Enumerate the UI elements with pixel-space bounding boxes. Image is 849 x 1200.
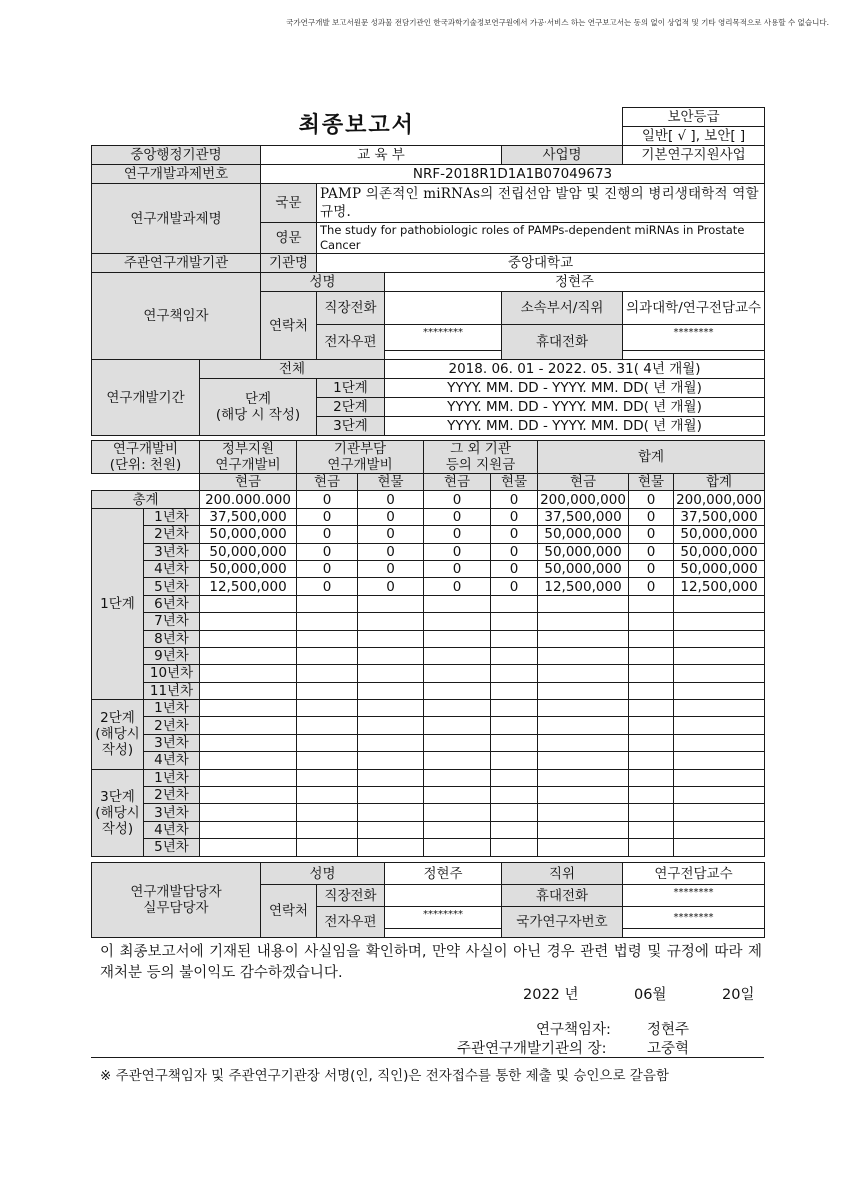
institution-label: 주관연구개발기관 — [92, 254, 261, 273]
budget-cell: 50,000,000 — [674, 560, 765, 577]
stage1-year10-row — [92, 665, 765, 682]
pi-signature-name: 정현주 — [647, 1022, 690, 1038]
staff-position-label: 직위 — [502, 863, 623, 885]
staff-table — [91, 862, 765, 938]
stage2-note: (해당시 — [95, 726, 140, 743]
budget-cell: 50,000,000 — [538, 560, 629, 577]
task-number-value: NRF-2018R1D1A1B07049673 — [261, 165, 765, 184]
staff-email-spacer — [385, 929, 502, 938]
budget-cell: 0 — [297, 508, 358, 525]
stage3-title: 3단계 — [100, 788, 135, 805]
year-label: 7년차 — [144, 613, 200, 630]
ministry-label: 중앙행정기관명 — [92, 146, 261, 165]
budget-total-row — [92, 491, 765, 508]
confirmation-statement: 이 최종보고서에 기재된 내용이 사실임을 확인하며, 만약 사실이 아닌 경우 관련 법령 및 규정에 따라 제재처분 등의 불이익도 감수하겠습니다. — [100, 944, 762, 981]
budget-cell: 50,000,000 — [200, 543, 297, 560]
period-stage1-label: 1단계 — [317, 379, 385, 398]
footnote-divider — [91, 1057, 764, 1058]
year-label: 10년차 — [144, 665, 200, 682]
footnote: ※ 주관연구책임자 및 주관연구기관장 서명(인, 직인)은 전자접수를 통한 제출 및 승인으로 갈음함 — [100, 1068, 669, 1084]
period-stage1-value: YYYY. MM. DD - YYYY. MM. DD( 년 개월) — [385, 379, 765, 398]
task-title-label: 연구개발과제명 — [92, 184, 261, 254]
staff-office-phone-label: 직장전화 — [317, 885, 385, 907]
period-total-label: 전체 — [200, 360, 385, 379]
stage3-year3-row — [92, 804, 765, 821]
budget-cell: 50,000,000 — [200, 560, 297, 577]
staff-title: 연구개발담당자 — [130, 884, 222, 900]
budget-cell: 0 — [297, 578, 358, 595]
period-total-value: 2018. 06. 01 - 2022. 05. 31( 4년 개월) — [385, 360, 765, 379]
total-row-label: 총계 — [92, 491, 200, 508]
staff-mobile-label: 휴대전화 — [502, 885, 623, 907]
budget-cell: 0 — [297, 526, 358, 543]
program-label: 사업명 — [502, 146, 623, 165]
period-stage3-label: 3단계 — [317, 417, 385, 436]
period-stage2-value: YYYY. MM. DD - YYYY. MM. DD( 년 개월) — [385, 398, 765, 417]
pi-section-label: 연구책임자 — [92, 273, 261, 360]
staff-office-phone-value — [385, 885, 502, 907]
stage2-note2: 작성) — [101, 742, 134, 759]
period-stage3-value: YYYY. MM. DD - YYYY. MM. DD( 년 개월) — [385, 417, 765, 436]
sum-inkind-header: 현물 — [629, 474, 674, 491]
total-cell: 0 — [358, 491, 424, 508]
stage3-note: (해당시 — [95, 804, 140, 821]
year-label: 2년차 — [144, 526, 200, 543]
year-label: 4년차 — [144, 560, 200, 577]
budget-cell: 12,500,000 — [200, 578, 297, 595]
budget-cell: 0 — [424, 526, 491, 543]
budget-cell: 37,500,000 — [674, 508, 765, 525]
stage3-label — [92, 769, 144, 856]
pi-email-value: ******** — [385, 325, 502, 351]
total-cell: 0 — [297, 491, 358, 508]
budget-cell: 12,500,000 — [538, 578, 629, 595]
period-stage-note: (해당 시 작성) — [215, 407, 301, 423]
budget-cell: 0 — [491, 508, 538, 525]
english-title-label: 영문 — [261, 223, 317, 254]
pi-office-phone-label: 직장전화 — [317, 292, 385, 325]
period-stage2-label: 2단계 — [317, 398, 385, 417]
total-cell: 0 — [424, 491, 491, 508]
inst-inkind-header: 현물 — [358, 474, 424, 491]
budget-cell: 0 — [629, 543, 674, 560]
year-label: 4년차 — [144, 752, 200, 769]
other-inkind-header: 현물 — [491, 474, 538, 491]
year-label: 3년차 — [144, 734, 200, 751]
other-support-title: 그 외 기관 — [450, 441, 511, 457]
pi-office-phone-value — [385, 292, 502, 325]
stage1-year3-row — [92, 543, 765, 560]
other-cash-header: 현금 — [424, 474, 491, 491]
gov-support-subtitle: 연구개발비 — [215, 457, 281, 473]
report-info-table — [91, 107, 765, 436]
budget-cell: 0 — [491, 543, 538, 560]
stage3-year1-row — [92, 769, 765, 786]
korean-title-label: 국문 — [261, 184, 317, 223]
budget-unit: (단위: 천원) — [109, 457, 182, 473]
korean-title-value: PAMP 의존적인 miRNAs의 전립선암 발암 및 진행의 병리생태학적 역할 규명. — [317, 184, 765, 223]
head-signature-label: 주관연구개발기관의 장: — [457, 1041, 607, 1057]
head-signature-name: 고중혁 — [647, 1041, 690, 1057]
report-title: 최종보고서 — [92, 108, 623, 146]
staff-email-value: ******** — [385, 907, 502, 929]
staff-position-value: 연구전담교수 — [623, 863, 765, 885]
budget-label — [92, 441, 200, 474]
staff-subtitle: 실무담당자 — [143, 900, 209, 916]
security-level-label: 보안등급 — [623, 108, 765, 127]
year-label: 6년차 — [144, 595, 200, 612]
inst-burden-header — [297, 441, 424, 474]
stage2-year4-row — [92, 752, 765, 769]
stage1-year2-row — [92, 526, 765, 543]
date-day: 20일 — [722, 987, 755, 1003]
stage2-year3-row — [92, 734, 765, 751]
pi-name-label: 성명 — [261, 273, 385, 292]
budget-cell: 0 — [491, 526, 538, 543]
period-label: 연구개발기간 — [92, 360, 200, 436]
budget-cell: 50,000,000 — [674, 543, 765, 560]
sum-total-header: 합계 — [674, 474, 765, 491]
year-label: 3년차 — [144, 543, 200, 560]
budget-cell: 0 — [358, 526, 424, 543]
budget-cell: 0 — [491, 560, 538, 577]
budget-cell: 0 — [424, 543, 491, 560]
budget-title: 연구개발비 — [112, 441, 179, 457]
date-month: 06월 — [634, 987, 667, 1003]
institution-name-label: 기관명 — [261, 254, 317, 273]
stage2-label — [92, 700, 144, 770]
budget-cell: 37,500,000 — [538, 508, 629, 525]
stage1-year8-row — [92, 630, 765, 647]
year-label: 5년차 — [144, 839, 200, 856]
gov-cash-header: 현금 — [200, 474, 297, 491]
staff-researcher-no-label: 국가연구자번호 — [502, 907, 623, 938]
budget-cell: 50,000,000 — [538, 526, 629, 543]
security-level-value: 일반[ √ ], 보안[ ] — [623, 127, 765, 146]
total-cell: 200,000,000 — [674, 491, 765, 508]
gov-support-title: 정부지원 — [221, 441, 275, 457]
sum-cash-header: 현금 — [538, 474, 629, 491]
budget-cell: 50,000,000 — [200, 526, 297, 543]
year-label: 2년차 — [144, 787, 200, 804]
budget-cell: 0 — [629, 560, 674, 577]
year-label: 4년차 — [144, 821, 200, 838]
stage2-year2-row — [92, 717, 765, 734]
year-label: 8년차 — [144, 630, 200, 647]
pi-name-value: 정현주 — [385, 273, 765, 292]
budget-subheader-blank — [92, 474, 200, 491]
stage2-title: 2단계 — [100, 710, 135, 727]
pi-signature-label: 연구책임자: — [536, 1022, 611, 1038]
budget-cell: 0 — [424, 508, 491, 525]
staff-researcher-no-value: ******** — [623, 907, 765, 929]
stage1-label: 1단계 — [92, 508, 144, 699]
budget-cell: 50,000,000 — [538, 543, 629, 560]
pi-mobile-label: 휴대전화 — [502, 325, 623, 360]
staff-mobile-value: ******** — [623, 885, 765, 907]
pi-mobile-spacer — [623, 350, 765, 359]
stage1-year6-row — [92, 595, 765, 612]
total-cell: 200.000.000 — [200, 491, 297, 508]
budget-cell: 0 — [358, 560, 424, 577]
task-number-label: 연구개발과제번호 — [92, 165, 261, 184]
pi-dept-label: 소속부서/직위 — [502, 292, 623, 325]
staff-researcher-spacer — [623, 929, 765, 938]
pi-contact-label: 연락처 — [261, 292, 317, 360]
institution-value: 중앙대학교 — [317, 254, 765, 273]
staff-name-value: 정현주 — [385, 863, 502, 885]
stage1-year7-row — [92, 613, 765, 630]
total-cell: 0 — [491, 491, 538, 508]
budget-table — [91, 440, 765, 857]
year-label: 1년차 — [144, 700, 200, 717]
budget-cell: 0 — [629, 526, 674, 543]
stage3-year2-row — [92, 787, 765, 804]
total-cell: 200,000,000 — [538, 491, 629, 508]
year-label: 5년차 — [144, 578, 200, 595]
staff-name-label: 성명 — [261, 863, 385, 885]
stage1-year11-row — [92, 682, 765, 699]
budget-cell: 0 — [629, 578, 674, 595]
budget-cell: 0 — [297, 543, 358, 560]
year-label: 2년차 — [144, 717, 200, 734]
english-title-value: The study for pathobiologic roles of PAMPs-dependent miRNAs in Prostate Cancer — [317, 223, 765, 254]
stage3-note2: 작성) — [101, 820, 134, 837]
staff-email-label: 전자우편 — [317, 907, 385, 938]
inst-burden-subtitle: 연구개발비 — [327, 457, 393, 473]
budget-cell: 0 — [424, 578, 491, 595]
pi-email-spacer — [385, 350, 502, 359]
period-stage-title: 단계 — [244, 391, 272, 407]
ministry-value: 교 육 부 — [261, 146, 502, 165]
budget-cell: 37,500,000 — [200, 508, 297, 525]
other-support-subtitle: 등의 지원금 — [445, 457, 516, 473]
inst-cash-header: 현금 — [297, 474, 358, 491]
stage1-year1-row — [92, 508, 765, 525]
program-value: 기본연구지원사업 — [623, 146, 765, 165]
stage3-year5-row — [92, 839, 765, 856]
budget-cell: 0 — [297, 560, 358, 577]
total-cell: 0 — [629, 491, 674, 508]
other-support-header — [424, 441, 538, 474]
budget-cell: 0 — [358, 508, 424, 525]
budget-cell: 0 — [358, 578, 424, 595]
budget-cell: 0 — [424, 560, 491, 577]
budget-cell: 0 — [629, 508, 674, 525]
stage1-year9-row — [92, 647, 765, 664]
stage1-year4-row — [92, 560, 765, 577]
period-stage-label — [200, 379, 317, 436]
stage1-year5-row — [92, 578, 765, 595]
year-label: 3년차 — [144, 804, 200, 821]
budget-cell: 50,000,000 — [674, 526, 765, 543]
year-label: 1년차 — [144, 508, 200, 525]
staff-section-label — [92, 863, 261, 938]
pi-dept-value: 의과대학/연구전담교수 — [623, 292, 765, 325]
pi-mobile-value: ******** — [623, 325, 765, 351]
inst-burden-title: 기관부담 — [333, 441, 387, 457]
year-label: 1년차 — [144, 769, 200, 786]
stage2-year1-row — [92, 700, 765, 717]
stage3-year4-row — [92, 821, 765, 838]
copyright-notice: 국가연구개발 보고서원문 성과물 전담기관인 한국과학기술정보연구원에서 가공·서비스 하는 연구보고서는 동의 없이 상업적 및 기타 영리목적으로 사용할 수 없습니다. — [286, 18, 829, 27]
sum-header: 합계 — [538, 441, 765, 474]
date-year: 2022 년 — [523, 987, 579, 1003]
year-label: 11년차 — [144, 682, 200, 699]
budget-cell: 0 — [358, 543, 424, 560]
budget-cell: 12,500,000 — [674, 578, 765, 595]
year-label: 9년차 — [144, 647, 200, 664]
gov-support-header — [200, 441, 297, 474]
pi-email-label: 전자우편 — [317, 325, 385, 360]
staff-contact-label: 연락처 — [261, 885, 317, 938]
budget-cell: 0 — [491, 578, 538, 595]
